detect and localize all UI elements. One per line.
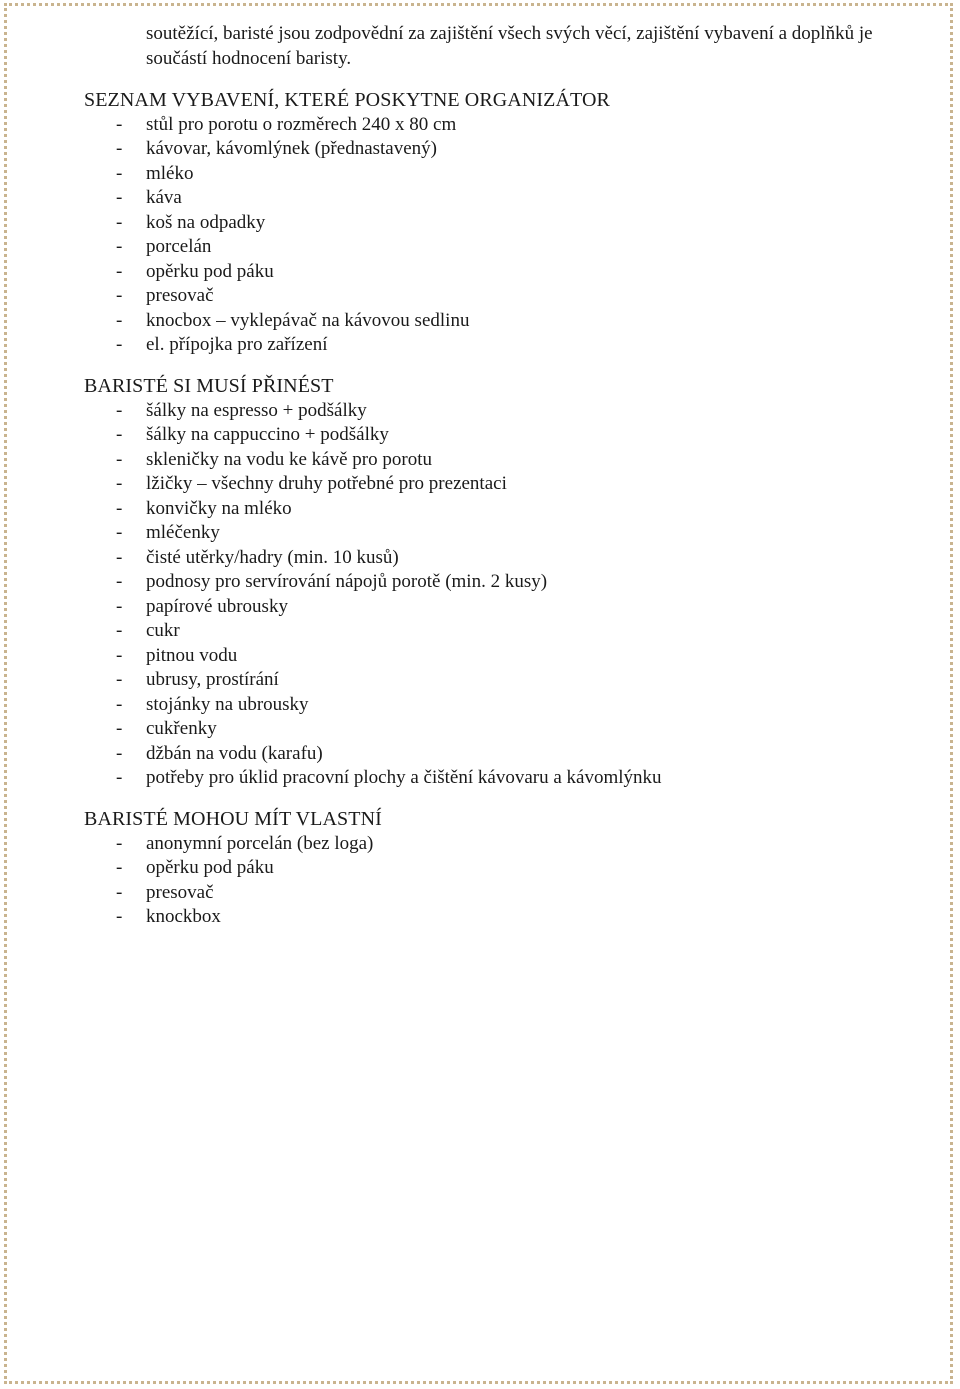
list-item [84, 137, 904, 162]
list-item-text: cukřenky [146, 718, 217, 739]
list-item-text: šálky na espresso + podšálky [146, 399, 367, 421]
list-item [84, 881, 904, 906]
list-item-text: papírové ubrousky [146, 595, 288, 617]
bullet-dash: - [116, 571, 123, 592]
list-item-text: opěrku pod páku [146, 260, 274, 282]
bullet-dash: - [116, 497, 123, 519]
bullet-dash: - [116, 187, 123, 208]
bullet-dash: - [116, 211, 123, 233]
list-item-text: konvičky na mléko [146, 497, 292, 519]
bullet-dash: - [116, 285, 123, 306]
list-item [84, 497, 904, 522]
list-item [84, 832, 904, 857]
list-item-text: mléko [146, 162, 194, 184]
bullet-dash: - [116, 832, 123, 854]
list-item [84, 472, 904, 497]
bullet-dash: - [116, 742, 123, 764]
list-item-text: presovač [146, 881, 214, 903]
list-item [84, 333, 904, 358]
equipment-list [84, 113, 904, 358]
bullet-dash: - [116, 881, 123, 903]
bullet-dash: - [116, 399, 123, 421]
bullet-dash: - [116, 113, 123, 135]
list-item [84, 905, 904, 930]
list-item [84, 717, 904, 742]
list-item [84, 521, 904, 546]
list-item-text: cukr [146, 620, 180, 641]
list-item [84, 644, 904, 669]
list-item-text: porcelán [146, 236, 212, 257]
list-item [84, 595, 904, 620]
list-item-text: koš na odpadky [146, 211, 266, 233]
list-item-text: knocbox – vyklepávač na kávovou sedlinu [146, 309, 470, 331]
bullet-dash: - [116, 309, 123, 331]
list-item-text: lžičky – všechny druhy potřebné pro prezentaci [146, 473, 507, 494]
bullet-dash: - [116, 718, 123, 739]
list-item-text: kávovar, kávomlýnek (přednastavený) [146, 138, 437, 159]
intro-paragraph: soutěžící, baristé jsou zodpovědní za zajištění všech svých věcí, zajištění vybavení a doplňků je součástí hodnocení baristy. [146, 23, 873, 69]
bullet-dash: - [116, 693, 123, 715]
must-bring-list [84, 399, 904, 791]
list-item-text: pitnou vodu [146, 644, 238, 666]
list-item [84, 284, 904, 309]
list-item-text: potřeby pro úklid pracovní plochy a čištění kávovaru a kávomlýnku [146, 767, 662, 788]
bullet-dash: - [116, 857, 123, 878]
list-item-text: džbán na vodu (karafu) [146, 742, 323, 764]
bullet-dash: - [116, 473, 123, 494]
may-own-list [84, 832, 904, 930]
list-item [84, 693, 904, 718]
list-item-text: ubrusy, prostírání [146, 669, 279, 690]
list-item [84, 162, 904, 187]
list-item-text: čisté utěrky/hadry (min. 10 kusů) [146, 546, 399, 568]
list-item [84, 260, 904, 285]
bullet-dash: - [116, 236, 123, 257]
list-item [84, 856, 904, 881]
section-heading: BARISTÉ SI MUSÍ PŘINÉST [84, 375, 334, 397]
list-item-text: káva [146, 187, 182, 208]
bullet-dash: - [116, 767, 123, 788]
list-item [84, 742, 904, 767]
bullet-dash: - [116, 644, 123, 666]
list-item-text: stojánky na ubrousky [146, 693, 309, 715]
bullet-dash: - [116, 620, 123, 641]
bullet-dash: - [116, 448, 123, 470]
list-item-text: opěrku pod páku [146, 857, 274, 878]
bullet-dash: - [116, 906, 123, 927]
list-item-text: stůl pro porotu o rozměrech 240 x 80 cm [146, 113, 457, 135]
list-item-text: anonymní porcelán (bez loga) [146, 832, 374, 854]
bullet-dash: - [116, 546, 123, 568]
list-item-text: knockbox [146, 906, 221, 927]
bullet-dash: - [116, 424, 123, 445]
list-item-text: podnosy pro servírování nápojů porotě (min. 2 kusy) [146, 571, 548, 592]
list-item-text: skleničky na vodu ke kávě pro porotu [146, 448, 432, 470]
bullet-dash: - [116, 669, 123, 690]
bullet-dash: - [116, 162, 123, 184]
section-baristas-may-own [84, 807, 904, 930]
list-item [84, 546, 904, 571]
list-item [84, 570, 904, 595]
list-item [84, 423, 904, 448]
list-item [84, 766, 904, 791]
list-item-text: presovač [146, 285, 214, 306]
list-item [84, 211, 904, 236]
list-item [84, 186, 904, 211]
bullet-dash: - [116, 595, 123, 617]
list-item [84, 235, 904, 260]
section-heading: SEZNAM VYBAVENÍ, KTERÉ POSKYTNE ORGANIZÁTOR [84, 89, 610, 111]
bullet-dash: - [116, 334, 123, 355]
list-item-text: el. přípojka pro zařízení [146, 334, 328, 355]
bullet-dash: - [116, 138, 123, 159]
list-item [84, 309, 904, 334]
section-heading: BARISTÉ MOHOU MÍT VLASTNÍ [84, 808, 382, 830]
list-item-text: mléčenky [146, 522, 220, 543]
section-baristas-must-bring [84, 374, 904, 791]
list-item [84, 448, 904, 473]
list-item [84, 668, 904, 693]
bullet-dash: - [116, 260, 123, 282]
bullet-dash: - [116, 522, 123, 543]
list-item-text: šálky na cappuccino + podšálky [146, 424, 389, 445]
section-organizer-equipment [84, 88, 904, 358]
list-item [84, 113, 904, 138]
list-item [84, 619, 904, 644]
list-item [84, 399, 904, 424]
